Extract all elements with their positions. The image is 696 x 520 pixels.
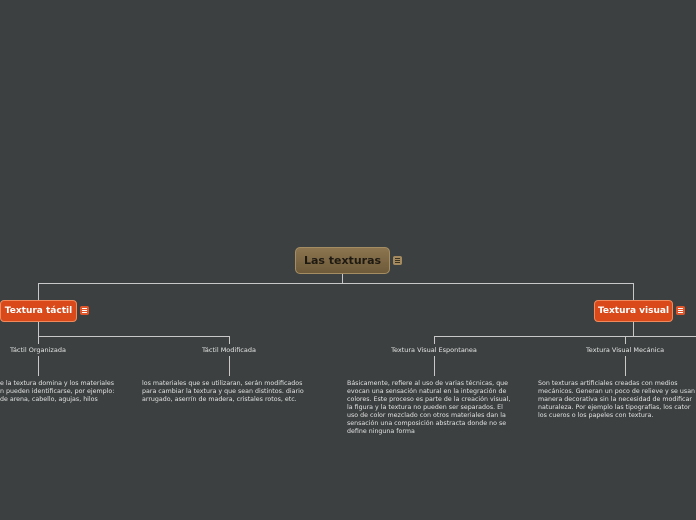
subtopic-tactil-modificada[interactable]: Táctil Modificada bbox=[202, 346, 256, 354]
description-visual-mecanica: Son texturas artificiales creadas con medios mecánicos. Generan un poco de relieve y se usan manera decorativa sin la necesidad de modificar naturaleza. Por ejemplo las tipografías, los cator los cueros o los papeles con textura. bbox=[538, 380, 696, 419]
note-icon[interactable] bbox=[676, 306, 685, 315]
subtopic-visual-espontanea[interactable]: Textura Visual Espontanea bbox=[391, 346, 477, 354]
description-visual-espontanea: Básicamente, refiere al uso de varias técnicas, que evocan una sensación natural en la integración de colores. Este proceso es parte de la creación visual, la figura y la textura no pueden ser separados. El uso de color mezclado con otros materiales dan la sensación una composición abstracta donde no se define ninguna forma bbox=[347, 380, 511, 435]
description-tactil-organizada: e la textura domina y los materiales n pueden identificarse, por ejemplo: de arena, cabello, agujas, hilos bbox=[0, 380, 115, 403]
branch-textura-tactil[interactable] bbox=[0, 300, 77, 322]
note-icon[interactable] bbox=[393, 256, 402, 265]
branch-textura-visual[interactable] bbox=[594, 300, 673, 322]
root-title: Las texturas bbox=[303, 254, 382, 267]
branch-label: Textura táctil bbox=[4, 306, 73, 316]
note-icon[interactable] bbox=[80, 306, 89, 315]
branch-label: Textura visual bbox=[597, 306, 670, 316]
subtopic-tactil-organizada[interactable]: Táctil Organizada bbox=[10, 346, 66, 354]
description-tactil-modificada: los materiales que se utilizaran, serán modificados para cambiar la textura y que sean distintos. diario arrugado, aserrín de madera, cristales rotos, etc. bbox=[142, 380, 304, 403]
root-node[interactable] bbox=[295, 247, 390, 274]
subtopic-visual-mecanica[interactable]: Textura Visual Mecánica bbox=[585, 346, 665, 354]
